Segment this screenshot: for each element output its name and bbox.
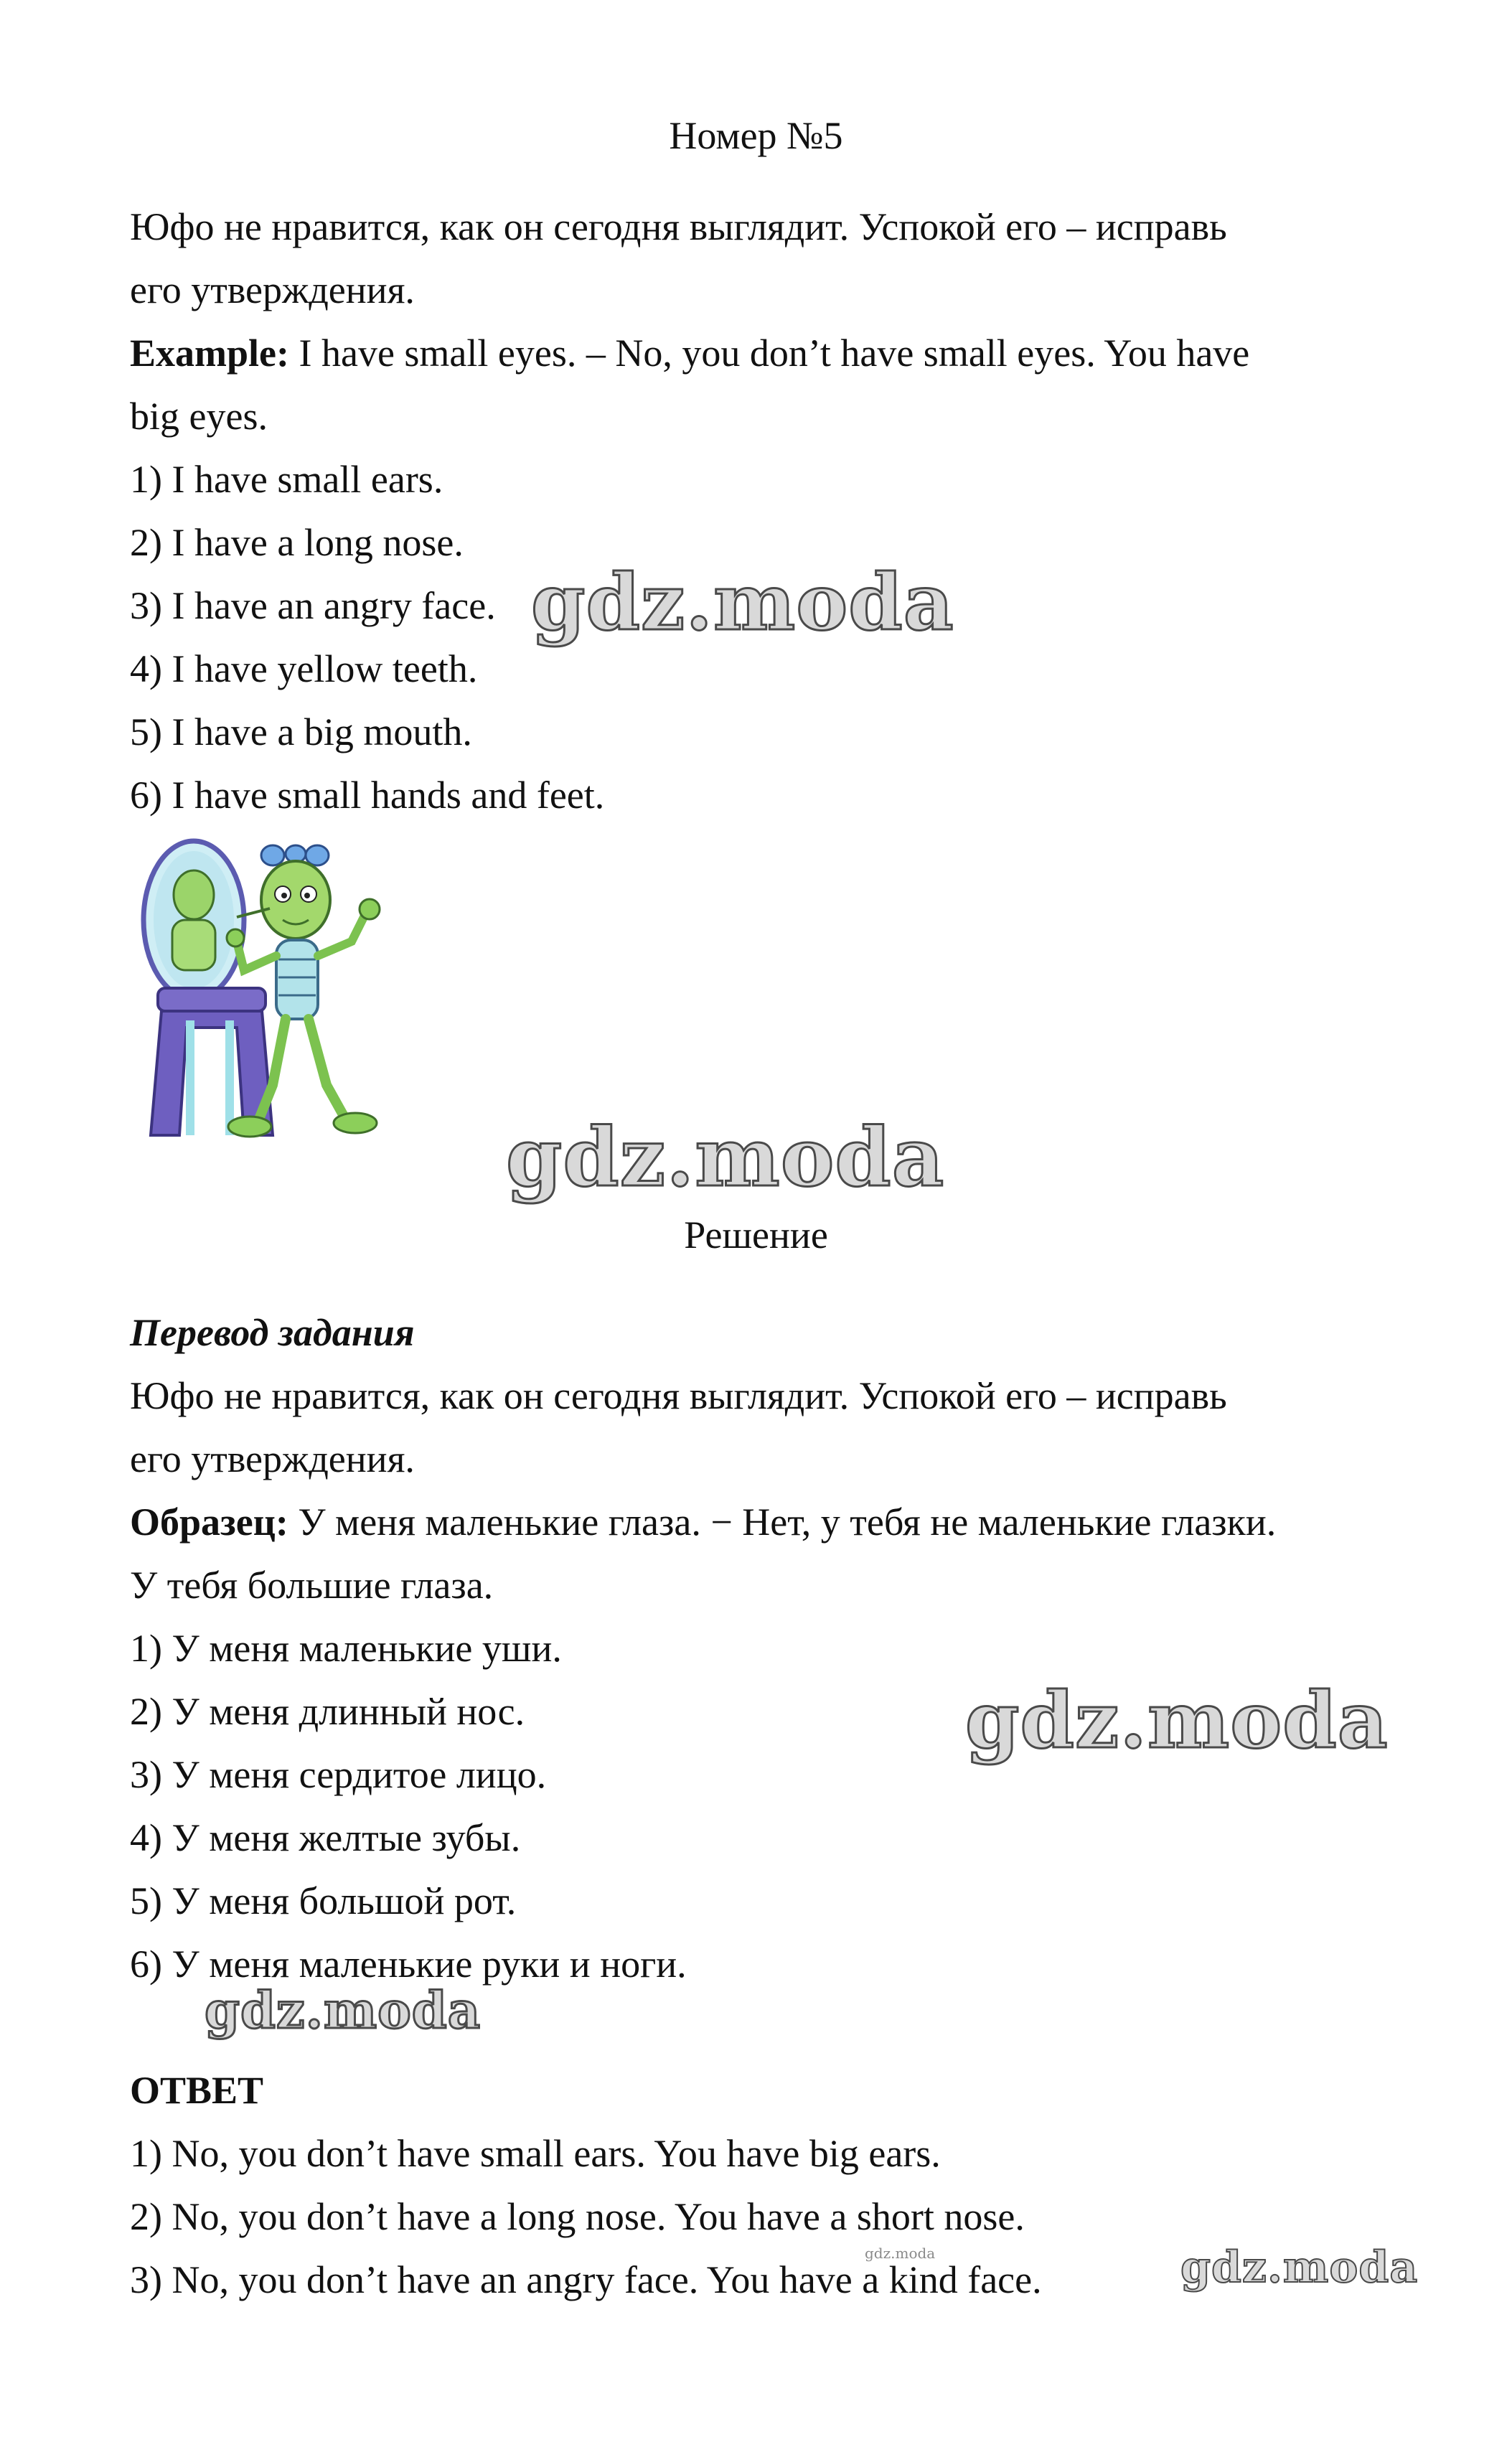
translation-item-5: 5) У меня большой рот. (130, 1879, 517, 1922)
translation-intro-line-2: его утверждения. (130, 1437, 415, 1480)
task-intro-line-2: его утверждения. (130, 268, 415, 311)
watermark-2: gdz.moda (506, 1111, 945, 1205)
task-intro-line-1: Юфо не нравится, как он сегодня выглядит. Успокой его – исправь (130, 205, 1227, 248)
watermark-small: gdz.moda (865, 2245, 936, 2262)
translation-example-line-2: У тебя большие глаза. (130, 1564, 494, 1607)
translation-item-1: 1) У меня маленькие уши. (130, 1627, 562, 1670)
alien-at-mirror-icon (129, 834, 405, 1150)
translation-example-text: У меня маленькие глаза. − Нет, у тебя не маленькие глазки. (288, 1500, 1277, 1544)
solution-title: Решение (684, 1213, 828, 1256)
translation-heading: Перевод задания (130, 1311, 415, 1354)
translation-example-label: Образец: (130, 1500, 288, 1544)
page-title: Номер №5 (669, 114, 843, 157)
answer-item-2: 2) No, you don’t have a long nose. You have a short nose. (130, 2195, 1025, 2238)
task-item-2: 2) I have a long nose. (130, 521, 464, 564)
answer-item-1: 1) No, you don’t have small ears. You have big ears. (130, 2132, 941, 2175)
watermark-1: gdz.moda (531, 558, 954, 648)
task-example (130, 329, 1249, 377)
task-item-6: 6) I have small hands and feet. (130, 774, 605, 817)
translation-item-3: 3) У меня сердитое лицо. (130, 1753, 547, 1796)
task-example-line-2: big eyes. (130, 395, 268, 438)
task-item-1: 1) I have small ears. (130, 458, 443, 501)
task-item-4: 4) I have yellow teeth. (130, 647, 478, 690)
task-item-5: 5) I have a big mouth. (130, 710, 472, 753)
translation-item-4: 4) У меня желтые зубы. (130, 1816, 521, 1859)
answer-heading: ОТВЕТ (130, 2069, 264, 2112)
answer-item-3: 3) No, you don’t have an angry face. You have a kind face. (130, 2258, 1042, 2301)
watermark-3: gdz.moda (965, 1676, 1389, 1766)
example-label: Example: (130, 332, 289, 375)
task-item-3: 3) I have an angry face. (130, 584, 496, 627)
watermark-4: gdz.moda (205, 1981, 482, 2040)
translation-item-2: 2) У меня длинный нос. (130, 1690, 525, 1733)
translation-item-6: 6) У меня маленькие руки и ноги. (130, 1943, 687, 1986)
translation-example (130, 1498, 1276, 1546)
translation-intro-line-1: Юфо не нравится, как он сегодня выглядит. Успокой его – исправь (130, 1374, 1227, 1417)
example-text: I have small eyes. – No, you don’t have small eyes. You have (289, 332, 1250, 375)
watermark-5: gdz.moda (1180, 2242, 1419, 2293)
